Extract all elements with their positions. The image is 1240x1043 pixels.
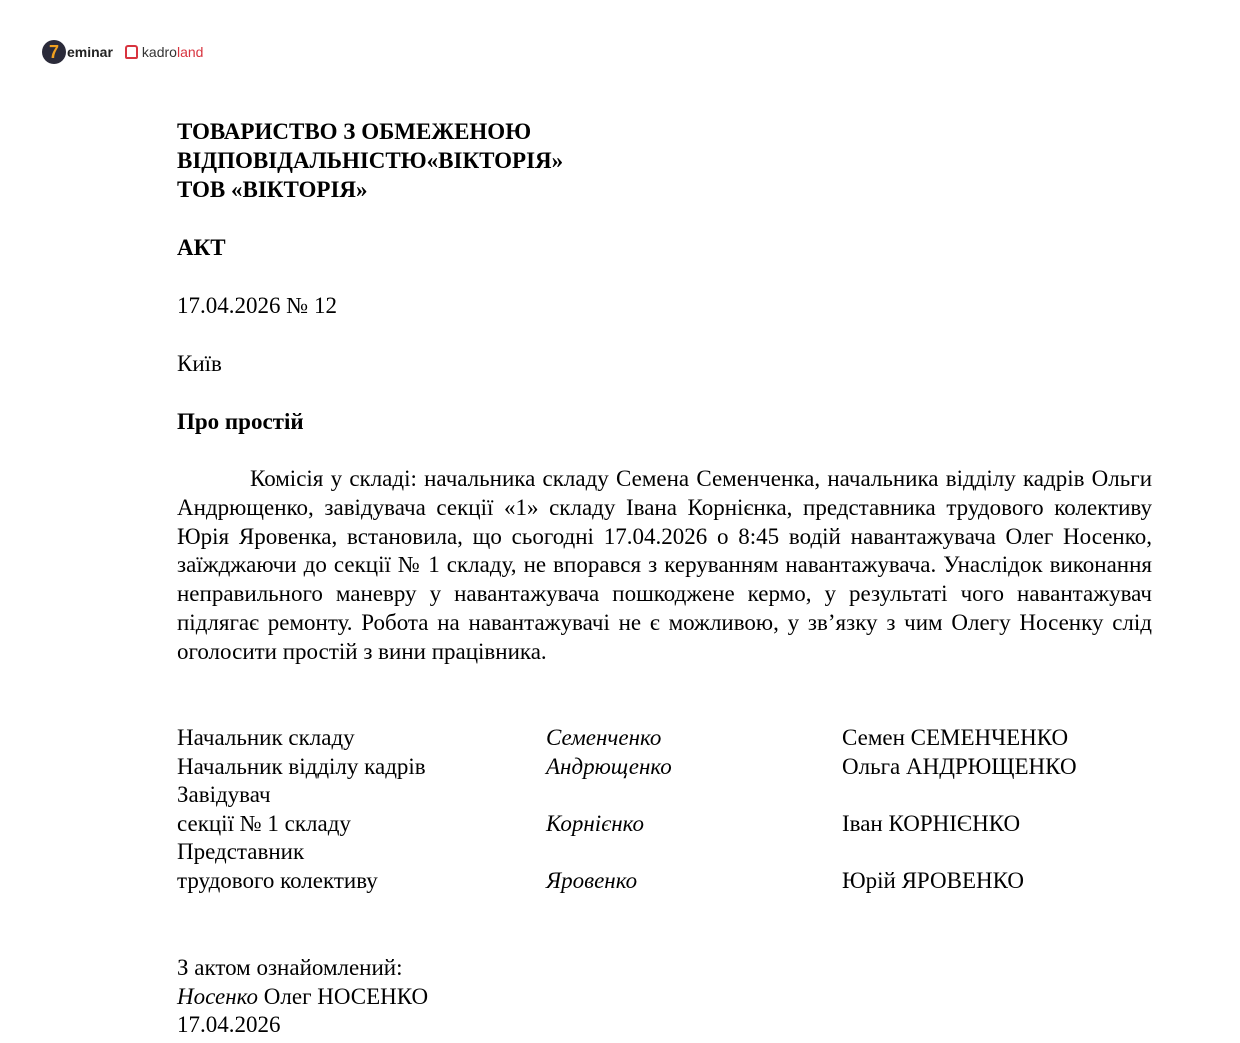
signature-row [177, 838, 1152, 867]
signer-name: Юрій ЯРОВЕНКО [842, 867, 1024, 893]
signature-row [177, 810, 1152, 839]
document-body [177, 117, 1152, 667]
signer-position: Начальник відділу кадрів [177, 753, 426, 779]
signer-name: Семен СЕМЕНЧЕНКО [842, 725, 1069, 750]
seminar-logo-mark: 7 [42, 40, 66, 64]
signer-position: секції № 1 складу [177, 810, 351, 836]
org-name-line2: ВІДПОВІДАЛЬНІСТЮ«ВІКТОРІЯ» [177, 148, 564, 173]
signer-signature [546, 838, 842, 867]
document-city: Київ [177, 351, 222, 376]
acknowledgement-label: З актом ознайомлений: [177, 955, 403, 980]
signature-row [177, 867, 1152, 896]
signer-signature: Яровенко [546, 867, 638, 893]
signer-name [842, 781, 1152, 810]
signer-signature: Андрющенко [546, 753, 672, 779]
signature-row [177, 781, 1152, 810]
document-type: АКТ [177, 235, 226, 260]
house-icon [125, 45, 138, 59]
kadroland-logo-text-a: kadro [141, 44, 177, 60]
signature-row [177, 724, 1152, 753]
acknowledgement-signer [177, 983, 428, 1012]
signer-signature [546, 781, 842, 810]
acknowledgement-name: Олег НОСЕНКО [263, 983, 429, 1009]
signature-row [177, 753, 1152, 782]
signatures-block [177, 724, 1152, 896]
signer-signature: Корнієнко [546, 810, 645, 836]
seminar-logo [42, 40, 113, 64]
logos [42, 40, 203, 64]
org-name-line1: ТОВАРИСТВО З ОБМЕЖЕНОЮ [177, 119, 532, 144]
seminar-logo-text: eminar [67, 44, 113, 60]
signer-position: Завідувач [177, 782, 271, 808]
acknowledgement-signature: Носенко [177, 983, 259, 1009]
signer-signature: Семенченко [546, 725, 662, 750]
document-paragraph: Комісія у складі: начальника складу Семена Семенченка, начальника відділу кадрів Ольги Андрющенко, завідувача секції «1» складу Івана Корнієнка, представника трудового колективу Юрія Яровенка, встановила, що сьогодні 17.04.2026 о 8:45 водій навантажувача Олег Носенко, заїжджаючи до секції № 1 складу, не впорався з керуванням навантажувача. Унаслідок виконання неправильного маневру у навантажувача пошкоджене кермо, у результаті чого навантажувач підлягає ремонту. Робота на навантажувачі не є можливою, у зв’язку з чим Олегу Носенку слід оголосити простій з вини працівника. [177, 466, 1152, 664]
org-short-name: ТОВ «ВІКТОРІЯ» [177, 177, 368, 202]
signer-position: трудового колективу [177, 867, 378, 893]
kadroland-logo-text-b: land [176, 44, 204, 60]
acknowledgement-date: 17.04.2026 [177, 1012, 281, 1038]
signer-position: Представник [177, 839, 305, 865]
signer-name [842, 838, 1152, 867]
kadroland-logo [125, 44, 204, 60]
signer-position: Начальник складу [177, 725, 355, 750]
document-date-number: 17.04.2026 № 12 [177, 293, 337, 318]
signer-name: Іван КОРНІЄНКО [842, 810, 1021, 836]
document-subject: Про простій [177, 409, 304, 434]
acknowledgement-block [177, 954, 428, 1040]
signer-name: Ольга АНДРЮЩЕНКО [842, 753, 1077, 779]
